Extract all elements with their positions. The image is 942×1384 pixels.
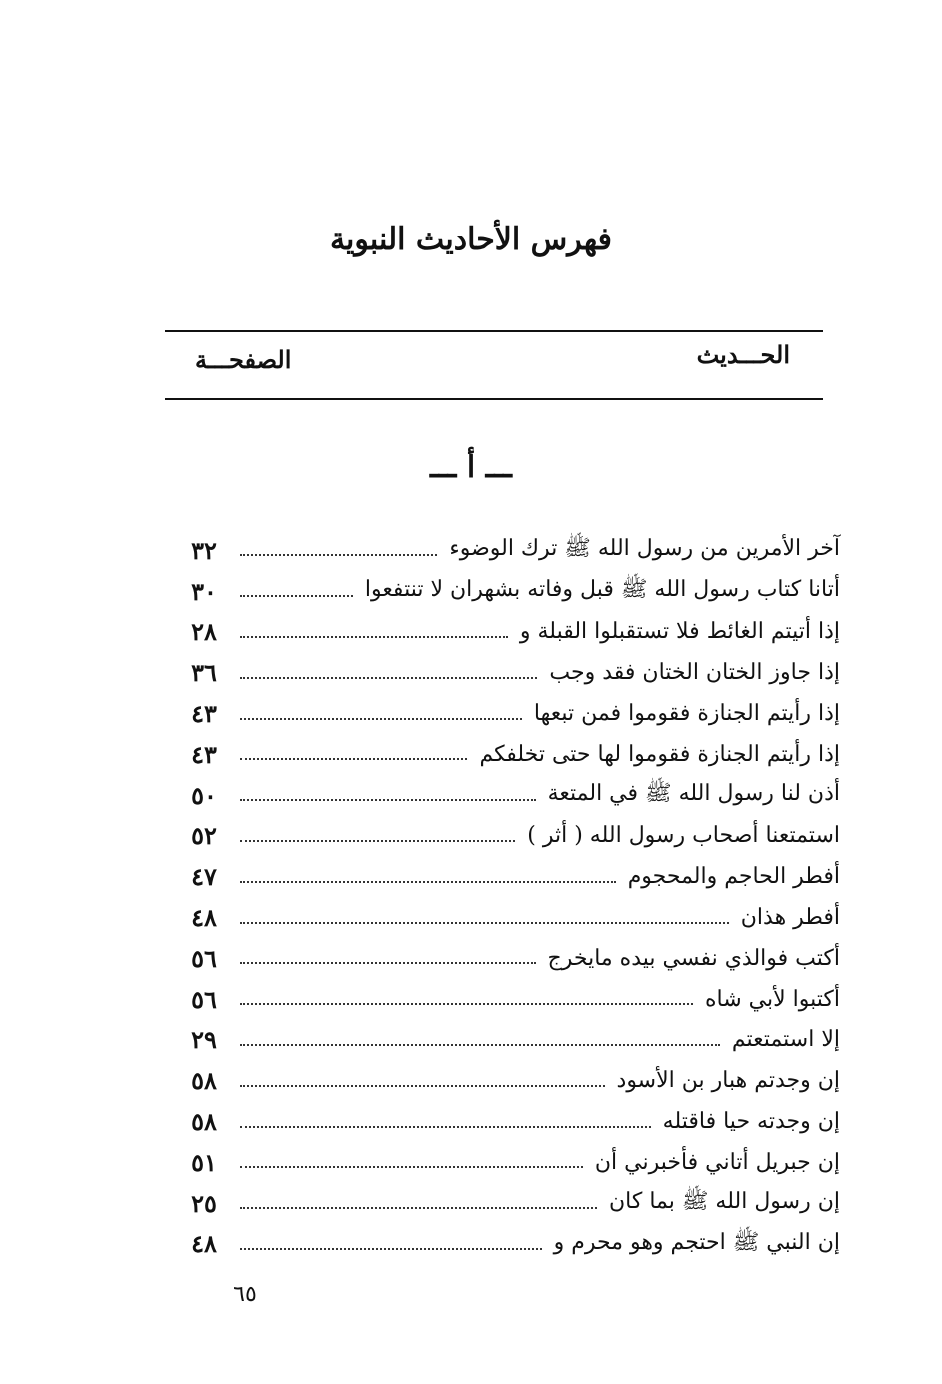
dot-leader [240,881,616,883]
entry-page-number: ٣٠ [191,576,217,606]
entry-page-number: ٤٣ [191,699,217,729]
dot-leader [240,1003,693,1005]
entry-text: أفطر الحاجم والمحجوم [627,864,840,890]
index-entry [180,856,840,897]
entry-page-number: ٥٦ [191,984,217,1014]
section-letter-heading: ـــ أ ـــ [430,450,512,485]
index-entry [180,734,840,775]
index-entry [180,693,840,734]
dot-leader [240,799,536,801]
entry-page-number: ٤٧ [191,862,217,892]
entry-page-number: ٥٨ [191,1107,217,1137]
dot-leader [240,1044,720,1046]
dot-leader [240,1126,651,1128]
entry-page-number: ٥٨ [191,1066,217,1096]
index-entry [180,612,840,653]
entry-page-number: ٣٦ [191,658,217,688]
index-entry [180,897,840,938]
page-title: فهرس الأحاديث النبوية [329,222,613,257]
dot-leader [240,718,522,720]
entry-page-number: ٥٦ [191,943,217,973]
entry-page-number: ٢٥ [191,1188,217,1218]
dot-leader [240,595,353,597]
dot-leader [240,758,467,760]
dot-leader [240,1166,583,1168]
index-entry [180,1101,840,1142]
header-top-rule [165,330,823,332]
dot-leader [240,1248,542,1250]
entry-page-number: ٣٢ [191,535,217,565]
index-entry [180,1224,840,1265]
index-entry [180,979,840,1020]
entry-text: إن النبي ﷺ احتجم وهو محرم و [553,1229,840,1255]
entry-text: إن رسول الله ﷺ بما كان [609,1189,840,1215]
entry-text: إذا رأيتم الجنازة فقوموا لها حتى تخلفكم [479,741,840,767]
dot-leader [240,677,537,679]
index-entry [180,530,840,571]
entry-text: إن وجدتم هبار بن الأسود [616,1068,840,1094]
entry-page-number: ٤٨ [191,903,217,933]
entry-text: أكتب فوالذي نفسي بيده مايخرج [547,945,840,971]
entry-text: أتانا كتاب رسول الله ﷺ قبل وفاته بشهران لا تنتفعوا [364,577,840,603]
entry-text: استمتعنا أصحاب رسول الله ( أثر ) [527,823,840,849]
index-entry [180,1020,840,1061]
entry-text: إلا استمتعتم [731,1027,840,1053]
dot-leader [240,840,515,842]
header-bottom-rule [165,398,823,400]
index-entry [180,938,840,979]
index-entries-list [180,530,840,1264]
dot-leader [240,636,508,638]
entry-text: أذن لنا رسول الله ﷺ في المتعة [547,781,840,807]
footer-page-number: ٦٥ [233,1282,257,1307]
dot-leader [240,1085,605,1087]
entry-page-number: ٢٩ [191,1025,217,1055]
entry-text: أفطر هذان [740,905,840,931]
dot-leader [240,1207,597,1209]
index-entry [180,1142,840,1183]
entry-page-number: ٥٢ [191,821,217,851]
dot-leader [240,922,729,924]
entry-text: إن وجدته حيا فاقتله [662,1109,840,1135]
entry-page-number: ٤٨ [191,1229,217,1259]
dot-leader [240,554,437,556]
entry-text: إذا أتيتم الغائط فلا تستقبلوا القبلة و [519,619,840,645]
entry-text: إن جبريل أتاني فأخبرني أن [594,1149,840,1175]
entry-text: أكتبوا لأبي شاه [705,986,840,1012]
entry-text: إذا جاوز الختان الختان فقد وجب [549,660,840,686]
entry-text: آخر الأمرين من رسول الله ﷺ ترك الوضوء [449,536,840,562]
index-entry [180,775,840,816]
index-entry [180,1060,840,1101]
entry-page-number: ٥١ [191,1147,217,1177]
index-entry [180,816,840,857]
index-entry [180,571,840,612]
column-header-hadith: الحـــديث [696,340,790,369]
dot-leader [240,962,536,964]
entry-page-number: ٤٣ [191,739,217,769]
column-header-page: الصفحـــة [195,345,292,374]
entry-page-number: ٢٨ [191,617,217,647]
entry-page-number: ٥٠ [191,780,217,810]
index-entry [180,1183,840,1224]
entry-text: إذا رأيتم الجنازة فقوموا فمن تبعها [533,701,840,727]
index-entry [180,652,840,693]
